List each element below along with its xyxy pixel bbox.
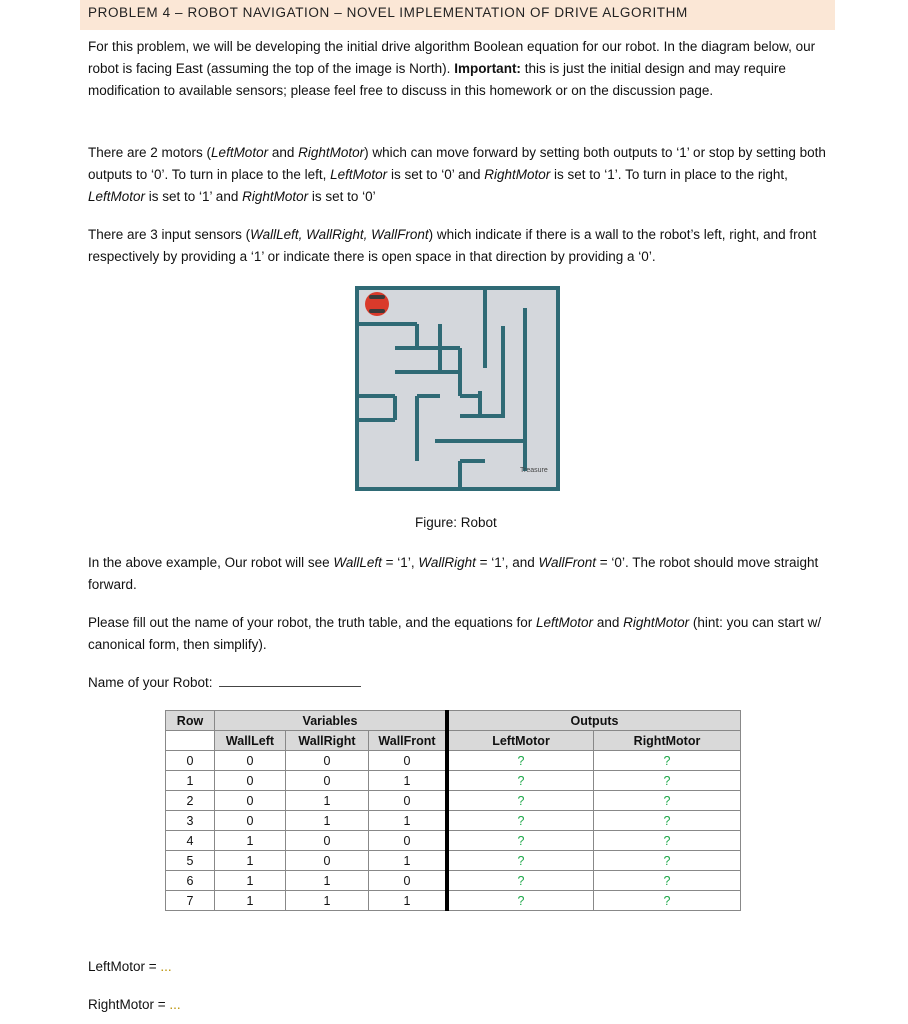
figure-caption: Figure: Robot [415,515,497,530]
table-row: 1 0 0 1 ? ? [166,771,741,791]
rightmotor-cell[interactable]: ? [594,811,741,831]
leftmotor-cell[interactable]: ? [447,771,594,791]
leftmotor-cell[interactable]: ? [447,831,594,851]
maze-border [357,288,558,489]
leftmotor-cell[interactable]: ? [447,851,594,871]
leftmotor-cell[interactable]: ? [447,751,594,771]
robot-name-input[interactable] [219,674,361,687]
rightmotor-cell[interactable]: ? [594,831,741,851]
robot-name-label: Name of your Robot: [88,675,213,690]
problem-header: PROBLEM 4 – ROBOT NAVIGATION – NOVEL IMPLEMENTATION OF DRIVE ALGORITHM [80,0,835,30]
leftmotor-equation[interactable]: LeftMotor = ... [88,959,172,974]
rightmotor-cell[interactable]: ? [594,771,741,791]
col-leftmotor: LeftMotor [447,731,594,751]
rightmotor-cell[interactable]: ? [594,791,741,811]
instructions-paragraph: Please fill out the name of your robot, the truth table, and the equations for LeftMotor and RightMotor (hint: you can start w/ canonical form, then simplify). [88,615,822,652]
table-row: 3 0 1 1 ? ? [166,811,741,831]
rightmotor-cell[interactable]: ? [594,751,741,771]
table-row: 6 1 1 0 ? ? [166,871,741,891]
maze-figure [355,286,560,491]
col-wallright: WallRight [286,731,369,751]
col-rightmotor: RightMotor [594,731,741,751]
leftmotor-cell[interactable]: ? [447,871,594,891]
robot-name-field[interactable] [88,674,361,690]
intro-paragraph-1: For this problem, we will be developing the initial drive algorithm Boolean equation for our robot. In the diagram below, our robot is facing East (assuming the top of the image is North). Important: this is just the initial design and may require modification to available sensors; please feel free to discuss in this homework or on the discussion page. [88,39,816,98]
rightmotor-cell[interactable]: ? [594,871,741,891]
table-row: 7 1 1 1 ? ? [166,891,741,911]
treasure-label: Treasure [520,467,548,474]
intro-paragraph-3: There are 3 input sensors (WallLeft, WallRight, WallFront) which indicate if there is a wall to the robot’s left, right, and front respectively by providing a ‘1’ or indicate there is open space in that direction by providing a ‘0’. [88,227,817,264]
table-row: 5 1 0 1 ? ? [166,851,741,871]
variables-header: Variables [215,711,448,731]
rightmotor-cell[interactable]: ? [594,891,741,911]
col-wallleft: WallLeft [215,731,286,751]
leftmotor-cell[interactable]: ? [447,891,594,911]
truth-table [165,710,741,911]
outputs-header: Outputs [447,711,741,731]
row-header: Row [166,711,215,731]
col-wallfront: WallFront [369,731,448,751]
table-row: 0 0 0 0 ? ? [166,751,741,771]
intro-paragraph-2: There are 2 motors (LeftMotor and RightMotor) which can move forward by setting both outputs to ‘1’ or stop by setting both outputs to ‘0’. To turn in place to the left, LeftMotor is set to ‘0’ and RightMotor is set to ‘1’. To turn in place to the right, LeftMotor is set to ‘1’ and RightMotor is set to ‘0’ [88,145,826,204]
rightmotor-cell[interactable]: ? [594,851,741,871]
table-row: 2 0 1 0 ? ? [166,791,741,811]
leftmotor-cell[interactable]: ? [447,791,594,811]
leftmotor-cell[interactable]: ? [447,811,594,831]
example-paragraph: In the above example, Our robot will see WallLeft = ‘1’, WallRight = ‘1’, and WallFront = ‘0’. The robot should move straight forward. [88,555,819,592]
table-row: 4 1 0 0 ? ? [166,831,741,851]
rightmotor-equation[interactable]: RightMotor = ... [88,997,181,1012]
maze-diagram [355,286,560,491]
